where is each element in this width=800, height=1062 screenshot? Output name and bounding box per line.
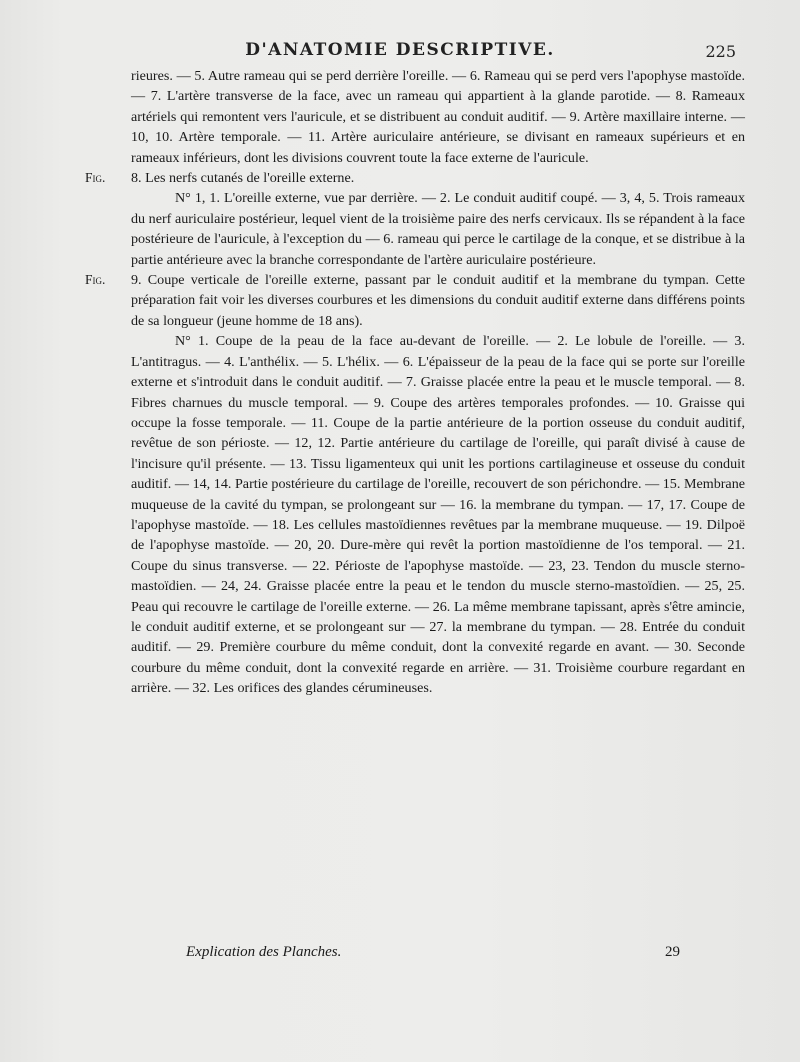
body-text <box>85 66 745 699</box>
page-number: 225 <box>705 42 736 61</box>
continuation-paragraph: rieures. — 5. Autre rameau qui se perd derrière l'oreille. — 6. Rameau qui se perd vers l'apophyse mastoïde. — 7. L'artère transverse de la face, avec un rameau qui appartient à la glande parotide. — 8. Rameaux artériels qui remontent vers l'auricule, et se distribuent au conduit auditif. — 9. Artère maxillaire interne. — 10, 10. Artère temporale. — 11. Artère auriculaire antérieure, se divisant en rameaux supérieurs et en rameaux inférieurs, dont les divisions couvrent toute la face externe de l'auricule. <box>131 68 745 166</box>
figure-entry-8 <box>85 168 745 188</box>
running-head: D'ANATOMIE DESCRIPTIVE. <box>245 40 555 60</box>
signature-mark: 29 <box>665 944 680 960</box>
figure-title: 8. Les nerfs cutanés de l'oreille externe. <box>131 170 355 187</box>
numbered-legend-paragraph: N° 1. Coupe de la peau de la face au-devant de l'oreille. — 2. Le lobule de l'oreille. — 3. L'antitragus. — 4. L'anthélix. — 5. L'hélix. — 6. L'épaisseur de la peau de la face qui se porte sur l'oreille externe et s'introduit dans le conduit auditif. — 7. Graisse placée entre la peau et le muscle temporal. — 8. Fibres charnues du muscle temporal. — 9. Coupe des artères temporales profondes. — 10. Graisse qui occupe la fosse temporale. — 11. Coupe de la partie antérieure de la portion osseuse du conduit auditif, revêtue de son périoste. — 12, 12. Partie antérieure du cartilage de l'oreille, qui paraît divisé à cause de l'incisure qu'il présente. — 13. Tissu ligamenteux qui unit les portions cartilagineuse et osseuse du conduit auditif. — 14, 14. Partie postérieure du cartilage de l'oreille, recouvert de son périchondre. — 15. Membrane muqueuse de la cavité du tympan, se prolongeant sur — 16. la membrane du tympan. — 17, 17. Coupe de l'apophyse mastoïde. — 18. Les cellules mastoïdiennes revêtues par la membrane muqueuse. — 19. Dilpoë de l'apophyse mastoïde. — 20, 20. Dure-mère qui revêt la portion mastoïdienne de l'os temporal. — 21. Coupe du sinus transverse. — 22. Périoste de l'apophyse mastoïde. — 23, 23. Tendon du muscle sterno-mastoïdien. — 24, 24. Graisse placée entre la peau et le tendon du muscle sterno-mastoïdien. — 25, 25. Peau qui recouvre le cartilage de l'oreille externe. — 26. La même membrane tapissant, après s'être amincie, le conduit auditif externe, et se prolongeant sur — 27. la membrane du tympan. — 28. Entrée du conduit auditif. — 29. Première courbure du même conduit, dont la convexité regarde en avant. — 30. Seconde courbure du même conduit, dont la convexité regarde en arrière. — 31. Troisième courbure regardant en arrière. — 32. Les orifices des glandes cérumineuses. <box>131 333 745 697</box>
figure-label: Fig. <box>85 170 106 186</box>
numbered-legend-paragraph: N° 1, 1. L'oreille externe, vue par derrière. — 2. Le conduit auditif coupé. — 3, 4, 5. Trois rameaux du nerf auriculaire postérieur, lequel vient de la troisième paire des nerfs cervicaux. Ils se répandent à la face postérieure de l'auricule, à l'exception du — 6. rameau qui perce le cartilage de la conque, et se distribue à la partie antérieure avec la branche correspondante de l'artère auriculaire postérieure. <box>131 190 745 268</box>
page-footer <box>0 944 800 968</box>
figure-label: Fig. <box>85 272 106 288</box>
figure-entry-9 <box>85 270 745 331</box>
figure-title: 9. Coupe verticale de l'oreille externe, passant par le conduit auditif et la membrane du tympan. Cette préparation fait voir les diverses courbures et les dimensions du conduit auditif externe dans différens points de sa longueur (jeune homme de 18 ans). <box>131 272 745 329</box>
page-header <box>0 40 800 64</box>
footer-caption: Explication des Planches. <box>186 944 342 960</box>
